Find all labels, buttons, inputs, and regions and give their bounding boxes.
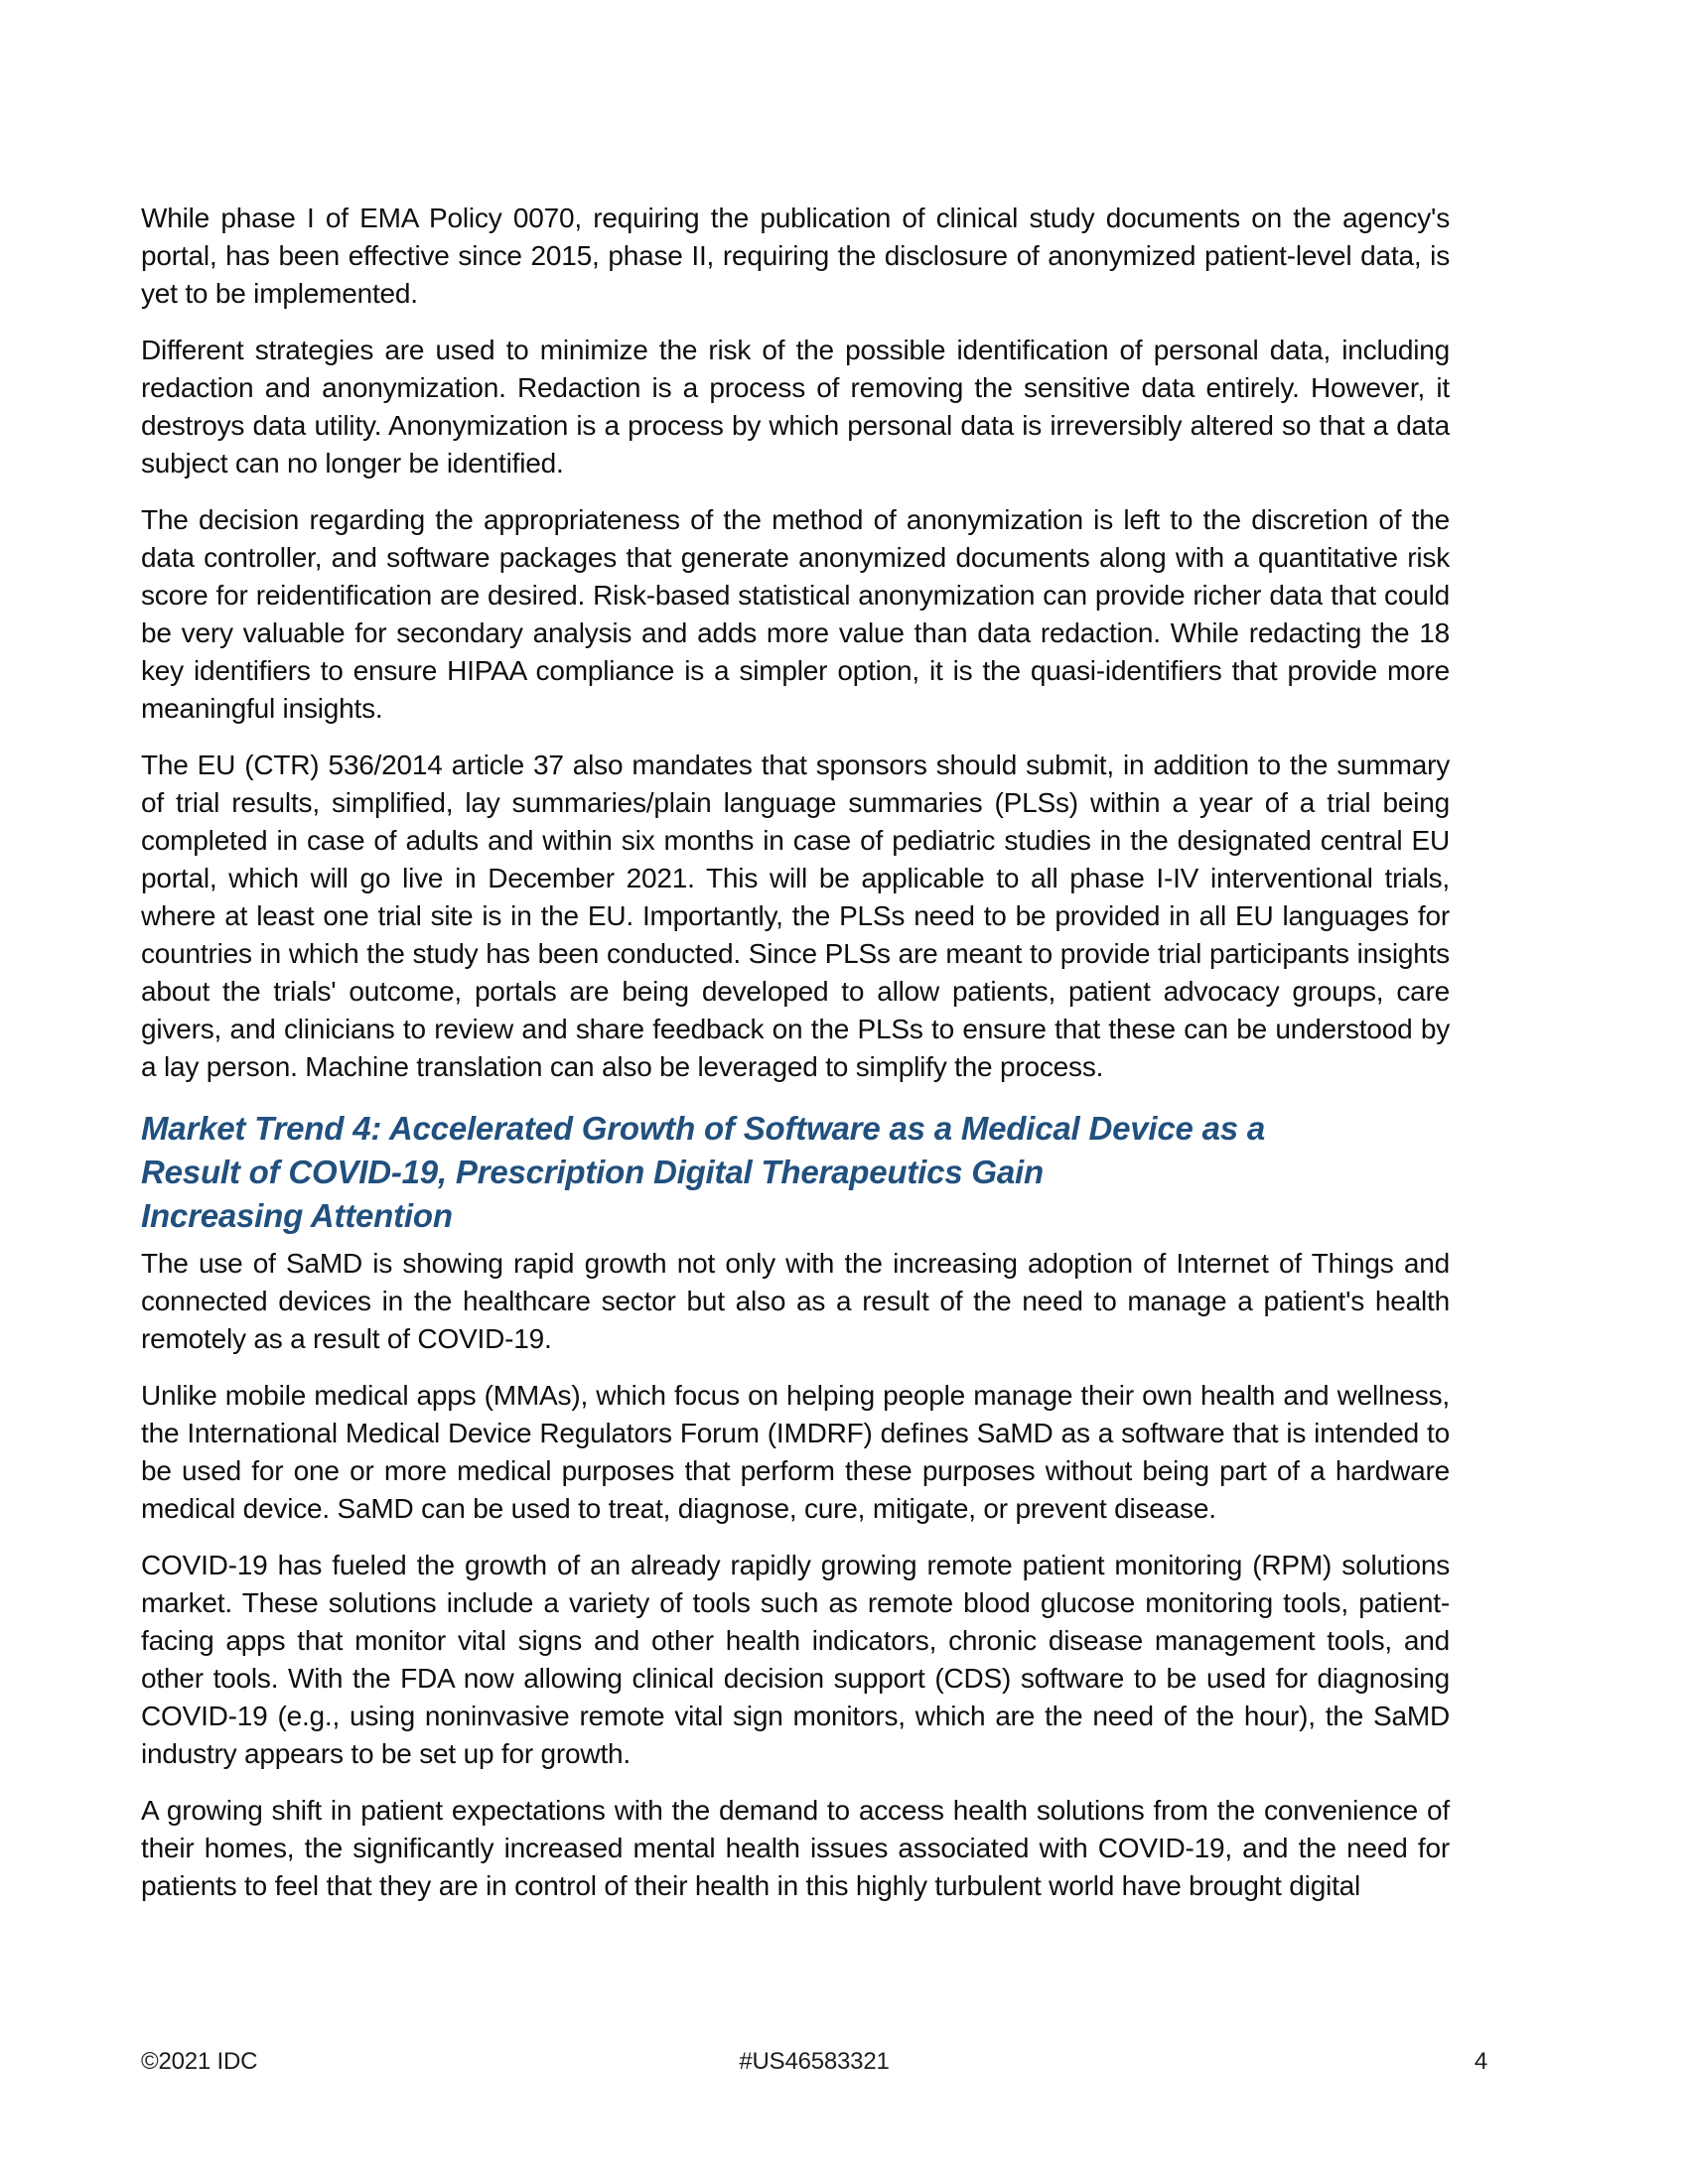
page-footer <box>141 2047 1487 2077</box>
footer-document-id: #US46583321 <box>739 2048 890 2075</box>
footer-page-number: 4 <box>1474 2048 1487 2075</box>
paragraph-covid-rpm: COVID-19 has fueled the growth of an already rapidly growing remote patient monitoring (RPM) solutions market. These solutions include a variety of tools such as remote blood glucose monitoring tools, patient-facing apps that monitor vital signs and other health indicators, chronic disease management tools, and other tools. With the FDA now allowing clinical decision support (CDS) software to be used for diagnosing COVID-19 (e.g., using noninvasive remote vital sign monitors, which are the need of the hour), the SaMD industry appears to be set up for growth. <box>141 1550 1450 1769</box>
heading-line: Market Trend 4: Accelerated Growth of Software as a Medical Device as a <box>141 1110 1266 1147</box>
paragraph-anonymization-strategies: Different strategies are used to minimize the risk of the possible identification of personal data, including redaction and anonymization. Redaction is a process of removing the sensitive data entirely. However, it destroys data utility. Anonymization is a process by which personal data is irreversibly altered so that a data subject can no longer be identified. <box>141 335 1450 478</box>
paragraph-samd-growth: The use of SaMD is showing rapid growth not only with the increasing adoption of Internet of Things and connected devices in the healthcare sector but also as a result of the need to manage a patient's health remotely as a result of COVID-19. <box>141 1248 1450 1354</box>
section-heading-market-trend-4 <box>141 1107 1450 1238</box>
paragraph-patient-expectations: A growing shift in patient expectations with the demand to access health solutions from the convenience of their homes, the significantly increased mental health issues associated with COVID-19, and the need for patients to feel that they are in control of their health in this highly turbulent world have brought digital <box>141 1795 1450 1901</box>
heading-line: Result of COVID-19, Prescription Digital Therapeutics Gain <box>141 1154 1044 1190</box>
paragraph-ema-policy: While phase I of EMA Policy 0070, requiring the publication of clinical study documents on the agency's portal, has been effective since 2015, phase II, requiring the disclosure of anonymized patient-level data, is yet to be implemented. <box>141 203 1450 309</box>
heading-line: Increasing Attention <box>141 1197 453 1234</box>
paragraph-samd-definition: Unlike mobile medical apps (MMAs), which focus on helping people manage their own health and wellness, the International Medical Device Regulators Forum (IMDRF) defines SaMD as a software that is intended to be used for one or more medical purposes that perform these purposes without being part of a hardware medical device. SaMD can be used to treat, diagnose, cure, mitigate, or prevent disease. <box>141 1380 1450 1524</box>
footer-copyright: ©2021 IDC <box>141 2048 258 2075</box>
paragraph-eu-ctr: The EU (CTR) 536/2014 article 37 also mandates that sponsors should submit, in addition to the summary of trial results, simplified, lay summaries/plain language summaries (PLSs) within a year of a trial being completed in case of adults and within six months in case of pediatric studies in the designated central EU portal, which will go live in December 2021. This will be applicable to all phase I-IV interventional trials, where at least one trial site is in the EU. Importantly, the PLSs need to be provided in all EU languages for countries in which the study has been conducted. Since PLSs are meant to provide trial participants insights about the trials' outcome, portals are being developed to allow patients, patient advocacy groups, care givers, and clinicians to review and share feedback on the PLSs to ensure that these can be understood by a lay person. Machine translation can also be leveraged to simplify the process. <box>141 750 1450 1082</box>
page-content <box>141 200 1450 1924</box>
paragraph-anonymization-decision: The decision regarding the appropriateness of the method of anonymization is left to the discretion of the data controller, and software packages that generate anonymized documents along with a quantitative risk score for reidentification are desired. Risk-based statistical anonymization can provide richer data that could be very valuable for secondary analysis and adds more value than data redaction. While redacting the 18 key identifiers to ensure HIPAA compliance is a simpler option, it is the quasi-identifiers that provide more meaningful insights. <box>141 504 1450 724</box>
